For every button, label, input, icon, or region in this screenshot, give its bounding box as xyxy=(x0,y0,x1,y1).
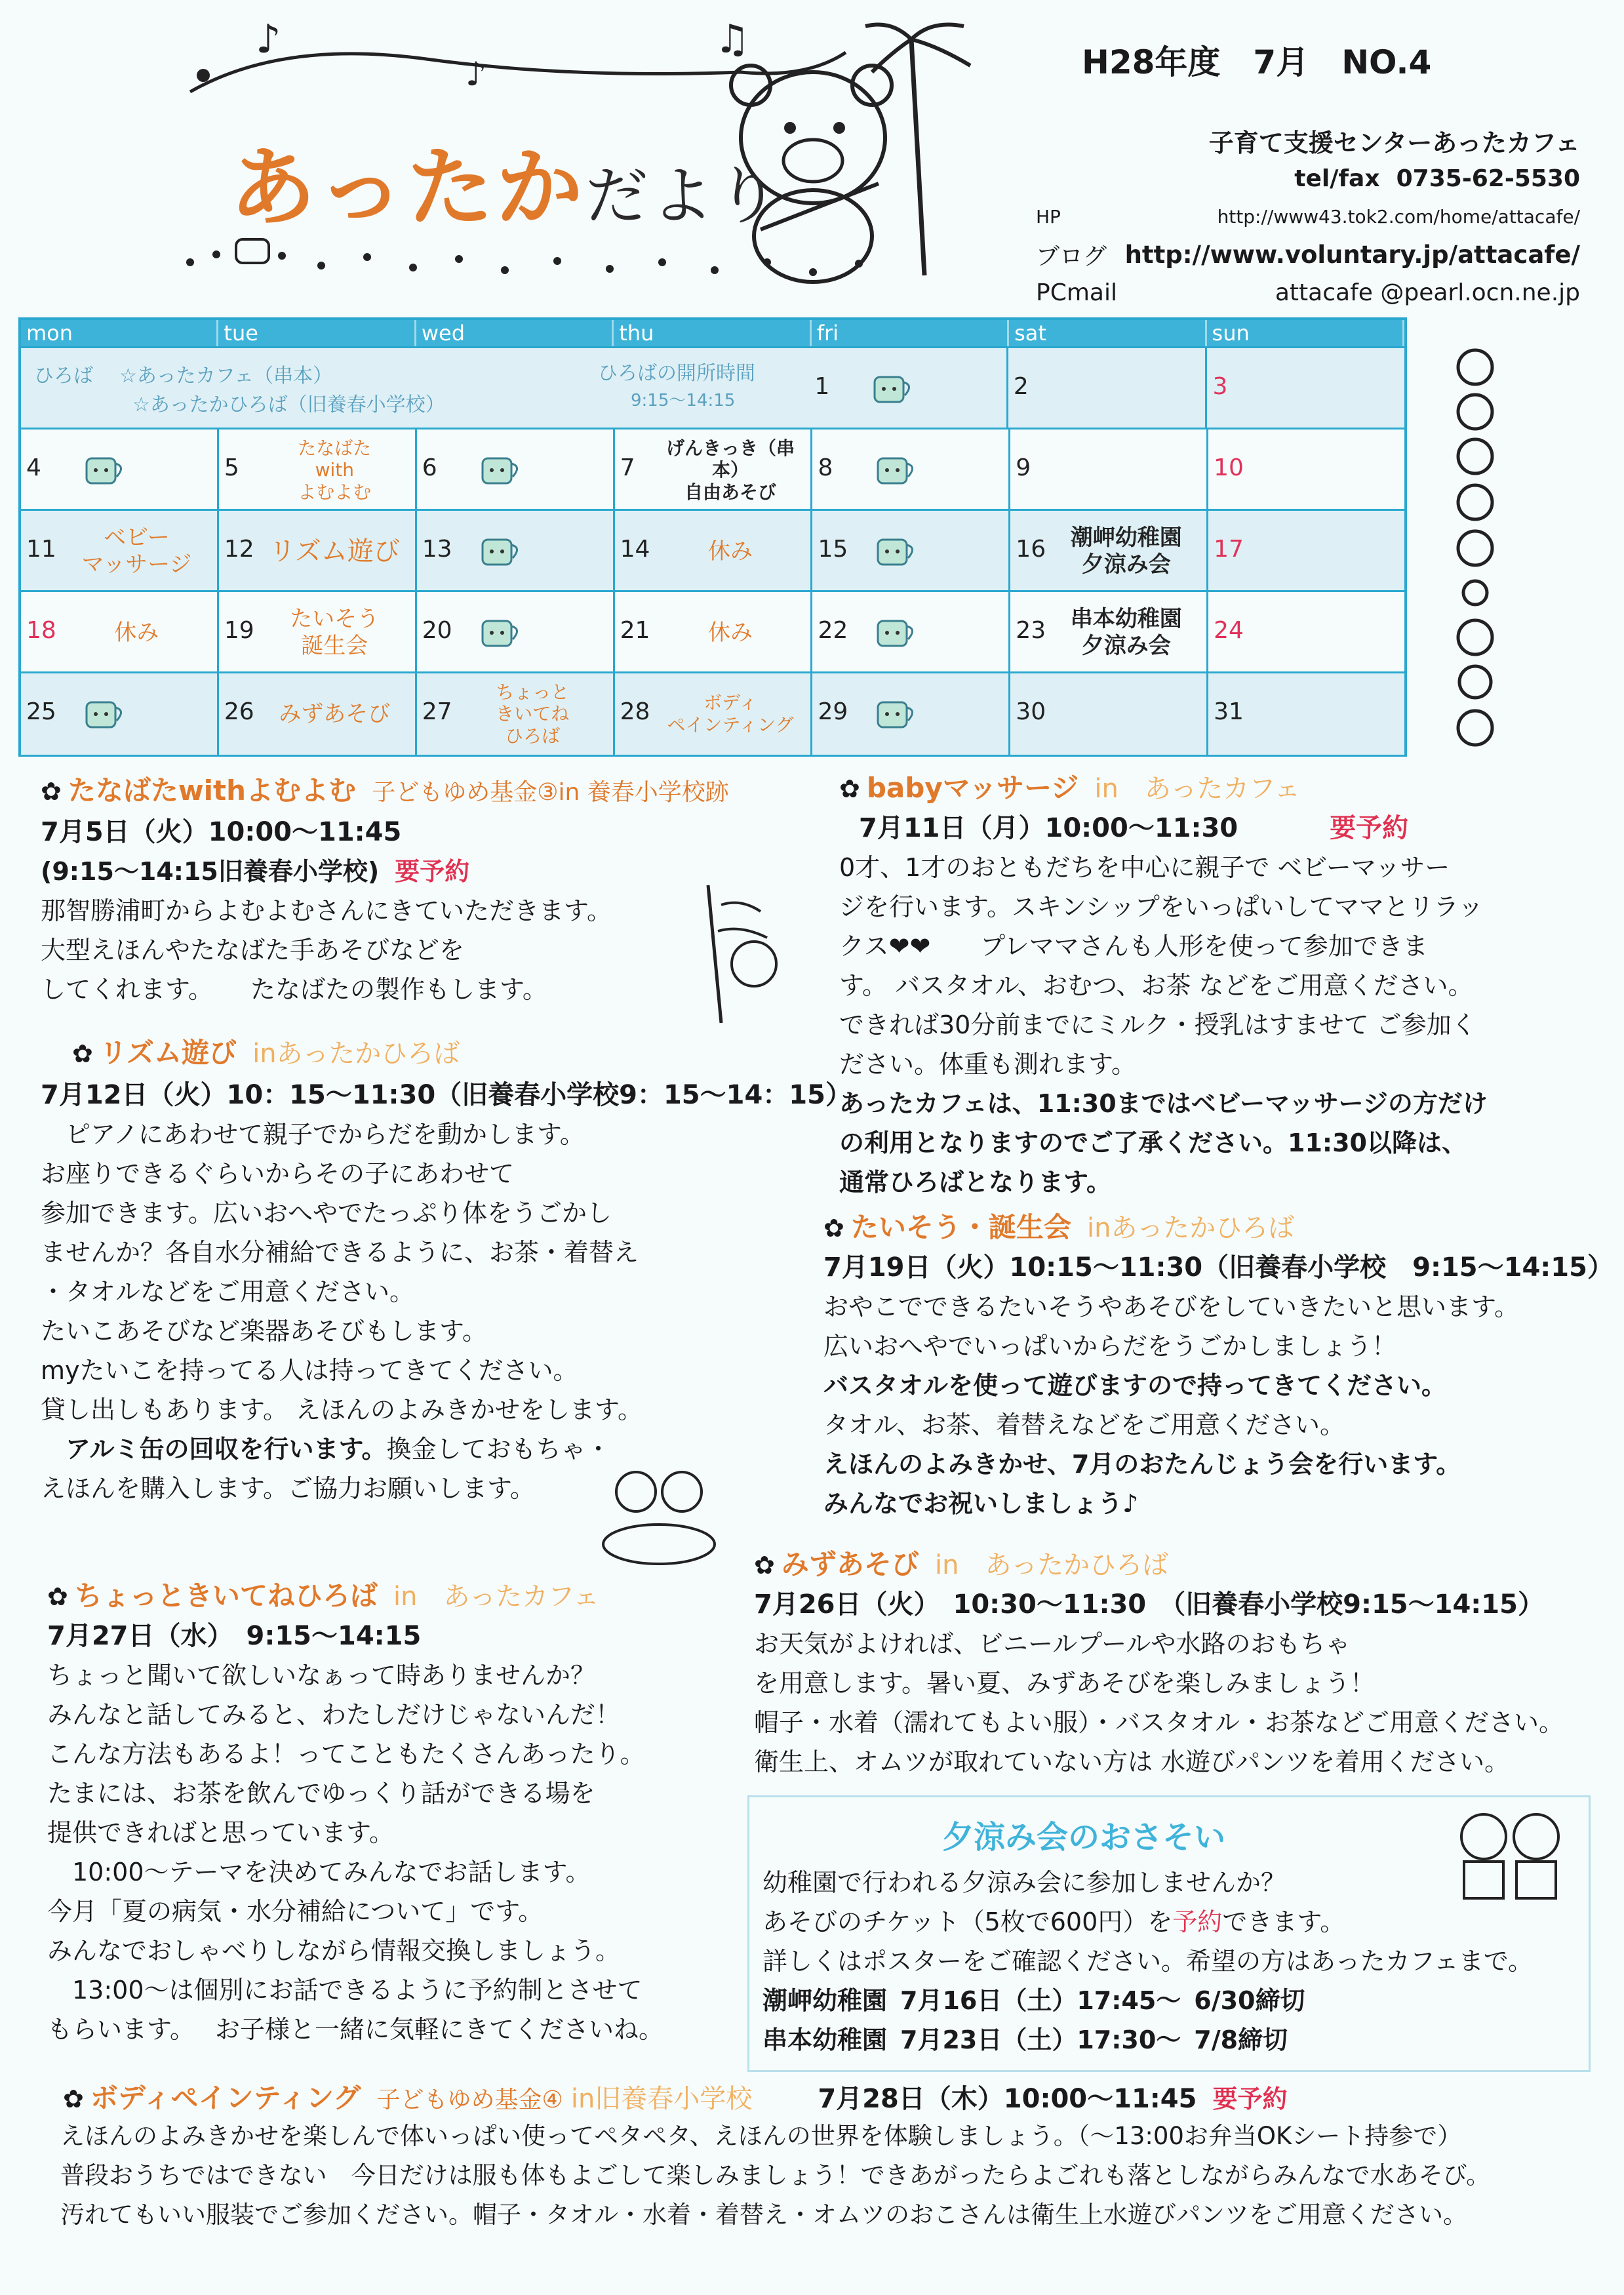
calendar-day-cell xyxy=(1010,592,1208,673)
calendar-date-number: 26 xyxy=(224,698,254,725)
calendar-day-cell xyxy=(21,673,219,755)
calendar-date-number: 9 xyxy=(1016,454,1031,481)
calendar-date-number: 14 xyxy=(620,536,650,563)
calendar-event xyxy=(1046,348,1203,429)
section-rhythm: ✿ リズム遊び inあったかひろば xyxy=(72,1037,460,1069)
calendar-day-cell xyxy=(812,511,1010,592)
cafe-mug-icon xyxy=(80,694,132,734)
calendar-week-row xyxy=(21,428,1404,511)
issue-number: H28年度 7月 NO.4 xyxy=(1082,43,1432,81)
calendar-date-number: 11 xyxy=(26,536,56,563)
calendar-day-header: sat xyxy=(1009,320,1206,346)
calendar-day-cell xyxy=(615,511,813,592)
tanabata-child-icon xyxy=(682,879,800,1029)
calendar-header xyxy=(21,320,1404,346)
tel-fax-row: tel/fax 0735-62-5530 xyxy=(1294,165,1580,192)
calendar-date-number: 4 xyxy=(26,454,41,481)
section-chotto: ✿ ちょっときいてねひろば in あったカフェ 7月27日（水） 9:15～14:15 ちょっと聞いて欲しいなぁって時ありませんか？ みんなと話してみると、わたしだけじゃないんだ！ こんな方法もあるよ！ってこともたくさんあったり。 たまには、お茶を飲んでゆっくり話ができる場を 提供できればと思っています。 10:00～テーマを決めてみんなでお話します。 今月「夏の病気・水分補給について」です。 みんなでおしゃべりしながら情報交換しましょう。 13:00～は個別にお話できるように予約制とさせて もらいます。 お子様と一緒に気軽にきてくださいね。 xyxy=(47,1580,664,2044)
calendar-event xyxy=(1246,429,1402,511)
calendar-day-cell xyxy=(812,673,1010,755)
calendar-day-cell xyxy=(417,429,615,511)
weather-icons xyxy=(1436,341,1515,761)
calendar-day-cell xyxy=(1008,348,1208,429)
table-row: 潮岬幼稚園 7月16日（土）17:45～ 6/30締切 xyxy=(762,1986,1305,2015)
calendar-day-cell xyxy=(21,592,219,673)
calendar-event xyxy=(1246,511,1402,592)
calendar-day-cell xyxy=(417,673,615,755)
calendar-legend: ひろば ☆あったカフェ（串本） ☆あったかひろば（旧養春小学校） ひろばの開所時間 9:15～14:15 xyxy=(34,362,755,416)
calendar-day-header: fri xyxy=(812,320,1009,346)
calendar-date-number: 7 xyxy=(620,454,635,481)
calendar-day-header: thu xyxy=(614,320,811,346)
cafe-mug-icon xyxy=(80,450,132,490)
calendar-event xyxy=(1246,592,1402,673)
email-link[interactable]: attacafe @pearl.ocn.ne.jp xyxy=(1275,279,1580,306)
blog-link[interactable]: http://www.voluntary.jp/attacafe/ xyxy=(1124,240,1580,269)
calendar-event: リズム遊び xyxy=(269,536,400,567)
calendar-day-cell xyxy=(219,429,417,511)
section-body-painting-text: えほんのよみきかせを楽しんで体いっぱい使ってペタペタ、えほんの世界を体験しましょう。（～13:00お弁当OKシート持参で） 普段おうちではできない 今日だけは服も体もよごして楽しみましょう！できあがったらよごれも落としながらみんなで水あそび。 汚れてもいい服装でご参加ください。帽子・タオル・水着・着替え・オムツのおこさんは衛生上水遊びパンツをご用意ください。 xyxy=(60,2122,1491,2229)
calendar-date-number: 23 xyxy=(1016,617,1046,644)
calendar-date-number: 5 xyxy=(224,454,239,481)
section-body-painting: ✿ ボディペインティング 子どもゆめ基金④ in旧養春小学校 7月28日（木）10:00～11:45 要予約 xyxy=(63,2082,1288,2114)
calendar-date-number: 31 xyxy=(1214,698,1244,725)
section-rhythm-body: 7月12日（火）10：15～11:30（旧養春小学校9：15～14：15） ピアノにあわせて親子でからだを動かします。 お座りできるぐらいからその子にあわせて 参加できます。広いおへやでたっぷり体をうごかし ませんか？各自水分補給できるように、お茶・着替え ・タオルなどをご用意ください。 たいこあそびなど楽器あそびもします。 myたいこを持ってる人は持ってきてください。 貸し出しもあります。 えほんのよみきかせをします。 アルミ缶の回収を行います。換金しておもちゃ・ えほんを購入します。ご協力お願いします。 xyxy=(41,1080,852,1503)
cafe-mug-icon xyxy=(871,532,924,571)
cafe-mug-icon xyxy=(476,613,528,652)
calendar-event: ベビー マッサージ xyxy=(81,525,192,578)
calendar-day-cell xyxy=(1010,511,1208,592)
flower-icon: ✿ xyxy=(839,774,860,803)
cafe-mug-icon xyxy=(476,532,528,571)
calendar-date-number: 28 xyxy=(620,698,650,725)
calendar-event: げんきっき（串本） 自由あそび xyxy=(666,437,795,503)
calendar-date-number: 8 xyxy=(818,454,833,481)
calendar-day-cell xyxy=(1010,673,1208,755)
calendar-date-number: 17 xyxy=(1214,536,1244,563)
calendar-date-number: 13 xyxy=(422,536,452,563)
calendar-date-number: 27 xyxy=(422,698,452,725)
calendar-event xyxy=(1048,429,1204,511)
calendar-day-header: sun xyxy=(1207,320,1404,346)
section-mizu: ✿ みずあそび in あったかひろば 7月26日（火） 10:30～11:30 （旧養春小学校9:15～14:15） お天気がよければ、ビニールプールや水路のおもちゃ を用意します。暑い夏、みずあそびを楽しみましょう！ 帽子・水着（濡れてもよい服）・バスタオル・お茶などご用意ください。 衛生上、オムツが取れていない方は 水遊びパンツを着用ください。 xyxy=(754,1548,1564,1776)
calendar-week-row xyxy=(21,509,1404,592)
calendar-day-cell xyxy=(1010,429,1208,511)
cafe-mug-icon xyxy=(871,694,924,734)
svg-text:♪: ♪ xyxy=(256,16,281,62)
calendar-day-cell xyxy=(219,511,417,592)
blog-row: ブログ http://www.voluntary.jp/attacafe/ xyxy=(1036,240,1580,270)
calendar-event: 休み xyxy=(708,619,753,646)
cafe-mug-icon xyxy=(868,369,921,409)
calendar-day-cell xyxy=(1207,348,1404,429)
calendar-day-cell xyxy=(1208,429,1404,511)
calendar-date-number: 15 xyxy=(818,536,848,563)
calendar-date-number: 16 xyxy=(1016,536,1046,563)
calendar-date-number: 19 xyxy=(224,617,254,644)
calendar-date-number: 1 xyxy=(814,373,830,400)
calendar-date-number: 18 xyxy=(26,617,56,644)
reservation-required-badge: 要予約 xyxy=(395,857,470,886)
summer-evening-invite-box xyxy=(747,1795,1591,2072)
flower-icon: ✿ xyxy=(754,1551,775,1580)
calendar-day-cell xyxy=(615,592,813,673)
calendar-date-number: 30 xyxy=(1016,698,1046,725)
reservation-required-badge: 要予約 xyxy=(1330,813,1409,843)
calendar-event: ちょっと きいてね ひろば xyxy=(496,681,570,747)
cafe-mug-icon xyxy=(476,450,528,490)
calendar-date-number: 12 xyxy=(224,536,254,563)
calendar-week-row xyxy=(21,590,1404,673)
calendar-day-cell xyxy=(417,511,615,592)
calendar-event xyxy=(1246,673,1402,755)
kindergarten-schedule-table xyxy=(762,1981,1318,2060)
calendar-event: 休み xyxy=(114,619,159,646)
flower-icon: ✿ xyxy=(63,2085,84,2113)
newsletter-title: あったかだより xyxy=(229,138,782,239)
flower-icon: ✿ xyxy=(47,1582,68,1611)
calendar-week-row xyxy=(21,671,1404,755)
section-tanabata: ✿ たなばたwithよむよむ 子どもゆめ基金③in 養春小学校跡 7月5日（火）10:00～11:45 (9:15～14:15旧養春小学校) 要予約 那智勝浦町からよむよむさんにきていただきます。 大型えほんやたなばた手あそびなどを してくれます。 たなばたの製作もします。 xyxy=(41,774,729,1004)
contact-info xyxy=(1036,121,1580,311)
pcmail-row: PCmail attacafe @pearl.ocn.ne.jp xyxy=(1036,279,1580,306)
invite-body: 幼稚園で行われる夕涼み会に参加しませんか？ あそびのチケット（5枚で600円）を予約できます。 詳しくはポスターをご確認ください。希望の方はあったカフェまで。 潮岬幼稚園 7月16日（土）17:45～ 6/30締切 串本幼稚園 7月23日（土）17:30～ 7/8締切 xyxy=(762,1863,1533,2060)
calendar-date-number: 22 xyxy=(818,617,848,644)
calendar-day-header: wed xyxy=(416,320,614,346)
calendar-date-number: 2 xyxy=(1013,373,1029,400)
calendar-date-number: 3 xyxy=(1212,373,1228,400)
calendar-day-cell xyxy=(812,429,1010,511)
cafe-mug-icon xyxy=(871,450,924,490)
calendar-day-cell xyxy=(1208,673,1404,755)
calendar-event xyxy=(1245,348,1402,429)
calendar-day-cell xyxy=(812,592,1010,673)
calendar-event: たなばた with よむよむ xyxy=(298,437,372,503)
calendar-date-number: 20 xyxy=(422,617,452,644)
calendar-event xyxy=(1048,673,1204,755)
calendar xyxy=(18,317,1407,757)
calendar-date-number: 25 xyxy=(26,698,56,725)
calendar-day-cell xyxy=(21,429,219,511)
flower-icon: ✿ xyxy=(823,1214,844,1243)
calendar-event: 潮岬幼稚園 夕涼み会 xyxy=(1070,525,1182,578)
flower-icon: ✿ xyxy=(41,777,62,806)
svg-text:♫: ♫ xyxy=(715,16,750,62)
calendar-day-cell xyxy=(809,348,1008,429)
invite-title: 夕涼み会のおさそい xyxy=(941,1819,1225,1856)
organization-name: 子育て支援センターあったカフェ xyxy=(1208,128,1580,157)
calendar-day-cell xyxy=(1208,511,1404,592)
calendar-date-number: 10 xyxy=(1214,454,1244,481)
calendar-day-header: mon xyxy=(21,320,218,346)
section-baby: ✿ babyマッサージ in あったカフェ 7月11日（月）10:00～11:30 要予約 0才、1才のおともだちを中心に親子で ベビーマッサー ジを行います。スキンシップをいっぱいしてママとリラッ クス❤❤ プレママさんも人形を使って参加できま す。 バスタオル、おむつ、お茶 などをご用意ください。 できれば30分前までにミルク・授乳はすませて ご参加く ださい。体重も測れます。 あったカフェは、11:30まではベビーマッサージの方だけ の利用となりますのでご了承ください。11:30以降は、 通常ひろばとなります。 xyxy=(839,772,1488,1197)
children-drumming-icon xyxy=(597,1459,721,1570)
calendar-date-number: 24 xyxy=(1214,617,1244,644)
calendar-date-number: 21 xyxy=(620,617,650,644)
cafe-mug-icon xyxy=(871,613,924,652)
section-taiso: ✿ たいそう・誕生会 inあったかひろば 7月19日（火）10:15～11:30（旧養春小学校 9:15～14:15） おやこでできるたいそうやあそびをしていきたいと思います。 広いおへやでいっぱいからだをうごかしましょう！ バスタオルを使って遊びますので持ってきてください。 タオル、お茶、着替えなどをご用意ください。 えほんのよみきかせ、7月のおたんじょう会を行います。 みんなでお祝いしましょう♪ xyxy=(823,1211,1614,1518)
calendar-event: たいそう 誕生会 xyxy=(290,606,380,659)
svg-text:♪: ♪ xyxy=(465,55,486,93)
hp-row: HP http://www43.tok2.com/home/attacafe/ xyxy=(1036,205,1580,228)
flower-icon: ✿ xyxy=(72,1039,93,1068)
table-row: 串本幼稚園 7月23日（土）17:30～ 7/8締切 xyxy=(762,2026,1288,2054)
calendar-day-header: tue xyxy=(218,320,416,346)
calendar-day-cell xyxy=(615,673,813,755)
calendar-event: ボディ ペインティング xyxy=(667,692,794,736)
calendar-day-cell xyxy=(1208,592,1404,673)
calendar-day-cell xyxy=(219,592,417,673)
calendar-event: 休み xyxy=(708,538,753,565)
calendar-day-cell xyxy=(219,673,417,755)
reservation-required-badge: 要予約 xyxy=(1212,2085,1288,2113)
calendar-date-number: 29 xyxy=(818,698,848,725)
calendar-event: 串本幼稚園 夕涼み会 xyxy=(1070,606,1182,659)
calendar-event: みずあそび xyxy=(279,700,391,727)
calendar-date-number: 6 xyxy=(422,454,437,481)
calendar-day-cell xyxy=(21,511,219,592)
calendar-day-cell xyxy=(615,429,813,511)
hp-link[interactable]: http://www43.tok2.com/home/attacafe/ xyxy=(1217,205,1580,228)
calendar-day-cell xyxy=(417,592,615,673)
